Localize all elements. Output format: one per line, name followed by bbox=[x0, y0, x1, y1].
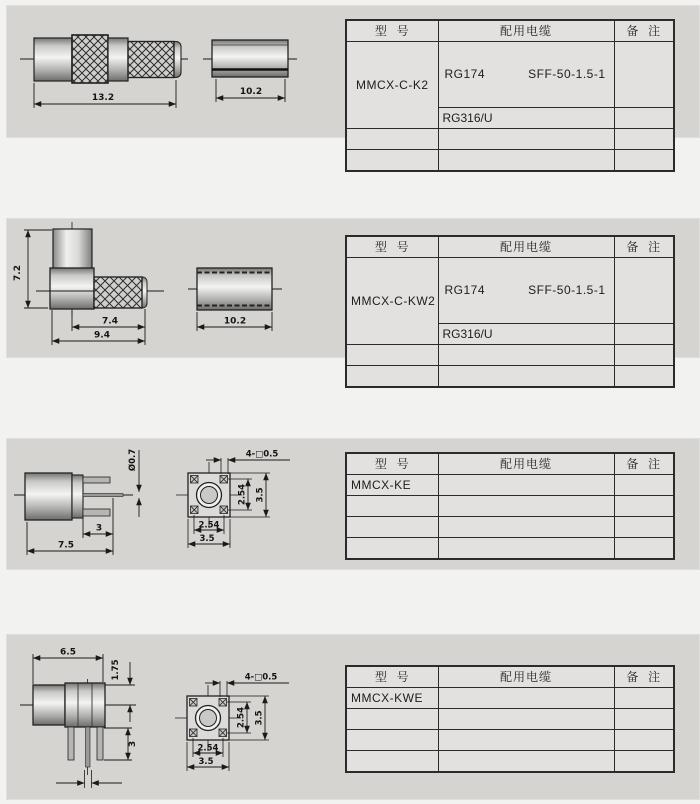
cable-cell bbox=[438, 258, 614, 324]
section-mmcx-kwe bbox=[6, 634, 700, 800]
cable-type: SFF-50-1.5-1 bbox=[528, 283, 606, 297]
center-pin bbox=[83, 494, 123, 497]
header-model: 型 号 bbox=[346, 453, 438, 475]
section-mmcx-ke bbox=[6, 438, 700, 570]
dim-flange-height: 3.5 bbox=[254, 710, 265, 726]
sleeve-part bbox=[212, 40, 288, 77]
header-note: 备 注 bbox=[614, 236, 674, 258]
model-cell: MMCX-KWE bbox=[346, 688, 438, 709]
ground-pin bbox=[83, 477, 110, 483]
center-pin bbox=[86, 727, 91, 767]
cable-type: RG174 bbox=[444, 283, 486, 297]
dim-pin-pitch-horizontal: 2.54 bbox=[197, 743, 219, 754]
header-model: 型 号 bbox=[346, 666, 438, 688]
section-mmcx-c-kw2 bbox=[6, 218, 700, 358]
header-cable: 配用电缆 bbox=[438, 236, 614, 258]
note-cell bbox=[614, 108, 674, 129]
dim-flange-width: 3.5 bbox=[198, 757, 214, 767]
section-mmcx-c-k2 bbox=[6, 5, 700, 138]
dim-body-length: 7.4 bbox=[102, 316, 118, 327]
connector-body bbox=[25, 473, 72, 520]
spec-table-mmcx-c-kw2 bbox=[345, 235, 675, 388]
note-cell bbox=[614, 324, 674, 345]
drawing-pcb-straight-jack bbox=[6, 438, 342, 570]
vertical-tube bbox=[53, 229, 92, 270]
dim-overall-length: 13.2 bbox=[91, 93, 115, 103]
dim-pin-pitch-horizontal: 2.54 bbox=[198, 520, 220, 531]
dim-sleeve-length: 10.2 bbox=[223, 316, 247, 327]
crimp-sleeve bbox=[128, 42, 174, 78]
ground-pin bbox=[97, 727, 103, 760]
dim-flange-height: 3.5 bbox=[255, 487, 266, 503]
header-note: 备 注 bbox=[614, 666, 674, 688]
drawing-pcb-right-angle-jack bbox=[6, 634, 342, 800]
connector-body bbox=[34, 38, 72, 81]
dim-overall-length: 9.4 bbox=[94, 330, 110, 341]
ground-pin bbox=[83, 509, 110, 516]
dim-sleeve-length: 10.2 bbox=[239, 87, 263, 97]
dim-height: 7.2 bbox=[13, 265, 23, 281]
dim-square-pins: 4-□0.5 bbox=[244, 672, 278, 683]
cable-cell: RG316/U bbox=[438, 108, 614, 129]
drawing-right-angle-crimp-plug bbox=[6, 218, 342, 358]
header-model: 型 号 bbox=[346, 20, 438, 42]
cable-type: RG174 bbox=[444, 67, 486, 81]
header-cable: 配用电缆 bbox=[438, 666, 614, 688]
cable-cell bbox=[438, 42, 614, 108]
dim-square-pins: 4-□0.5 bbox=[245, 449, 279, 460]
connector-body bbox=[33, 685, 65, 725]
cable-cell: RG316/U bbox=[438, 324, 614, 345]
dim-pin-pitch-vertical: 2.54 bbox=[236, 707, 247, 728]
spec-table-mmcx-kwe bbox=[345, 665, 675, 773]
connector-body bbox=[50, 268, 94, 309]
header-cable: 配用电缆 bbox=[438, 453, 614, 475]
dim-pin-pitch-vertical: 2.54 bbox=[237, 484, 248, 505]
knurled-sleeve bbox=[94, 277, 142, 308]
header-note: 备 注 bbox=[614, 20, 674, 42]
cable-type: SFF-50-1.5-1 bbox=[528, 67, 606, 81]
sleeve-part bbox=[197, 268, 272, 310]
dim-overall-length: 7.5 bbox=[58, 540, 74, 551]
header-note: 备 注 bbox=[614, 453, 674, 475]
dim-pin-diameter: Ø0.7 bbox=[128, 448, 138, 472]
spec-table-mmcx-c-k2 bbox=[345, 19, 675, 172]
dim-pin-length: 3 bbox=[95, 523, 103, 534]
spec-table-mmcx-ke bbox=[345, 452, 675, 560]
model-cell: MMCX-KE bbox=[346, 475, 438, 496]
dim-pin-length: 3 bbox=[128, 740, 138, 748]
center-contact bbox=[201, 487, 218, 504]
note-cell bbox=[614, 258, 674, 324]
header-cable: 配用电缆 bbox=[438, 20, 614, 42]
knurled-nut bbox=[72, 35, 108, 83]
center-contact bbox=[200, 710, 217, 727]
note-cell bbox=[614, 42, 674, 108]
dim-body-width: 6.5 bbox=[60, 647, 76, 658]
drawing-straight-crimp-plug bbox=[6, 5, 342, 138]
dim-flange-width: 3.5 bbox=[199, 534, 215, 544]
header-model: 型 号 bbox=[346, 236, 438, 258]
flange-front-view bbox=[176, 450, 290, 549]
model-cell: MMCX-C-KW2 bbox=[346, 258, 438, 345]
model-cell: MMCX-C-K2 bbox=[346, 42, 438, 129]
flange-front-view bbox=[175, 673, 289, 772]
ground-pin bbox=[68, 727, 74, 760]
dim-axis-offset: 1.75 bbox=[111, 659, 121, 681]
